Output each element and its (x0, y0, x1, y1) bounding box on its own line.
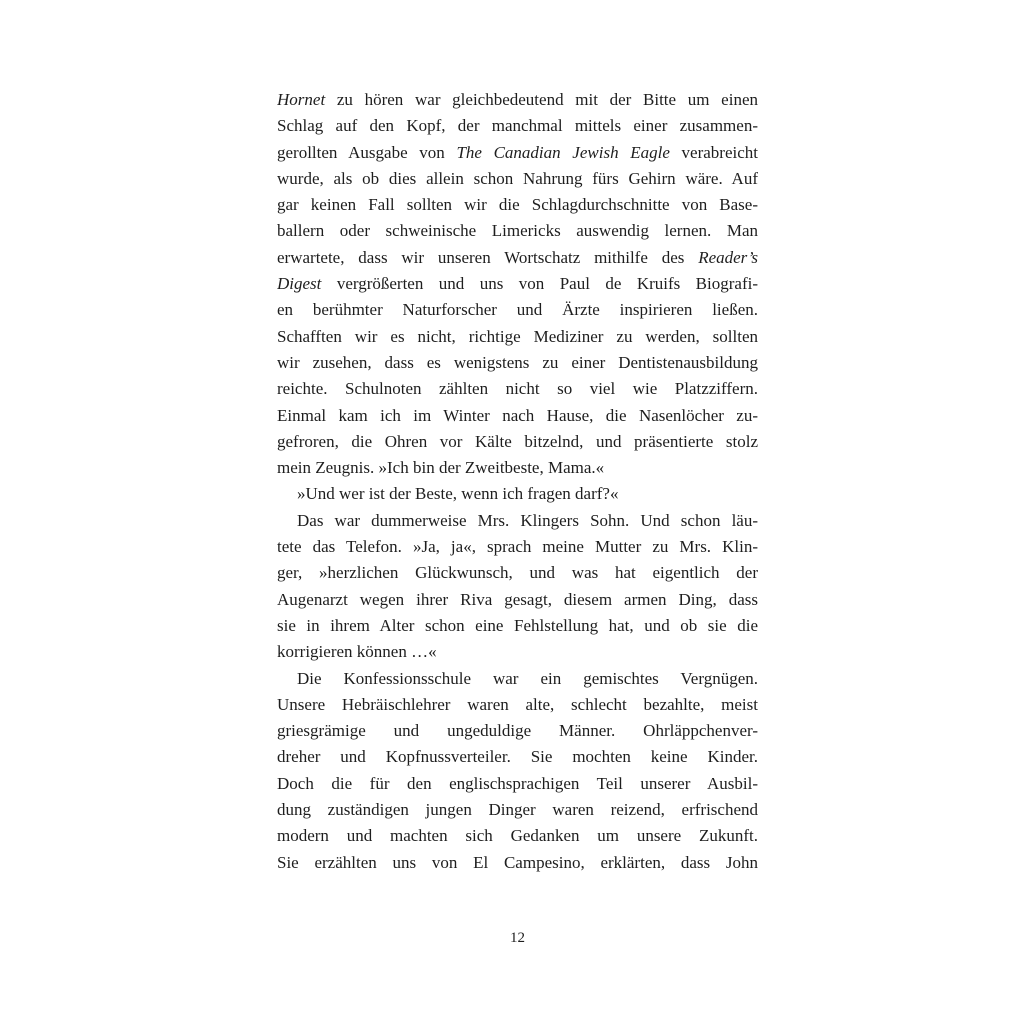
body-text: modern und machten sich Gedanken um unsere Zukunft. (277, 826, 758, 846)
text-line (277, 429, 758, 455)
body-text: Schafften wir es nicht, richtige Mediziner zu werden, sollten (277, 326, 758, 346)
text-line (277, 639, 758, 665)
italic-text: The Canadian Jewish Eagle (456, 142, 670, 162)
body-text: Unsere Hebräischlehrer waren alte, schlecht bezahlte, meist (277, 694, 758, 714)
text-line (277, 744, 758, 770)
body-text: sie in ihrem Alter schon eine Fehlstellung hat, und ob sie die (277, 615, 758, 635)
text-line (277, 455, 758, 481)
body-text: Das war dummerweise Mrs. Klingers Sohn. Und schon läu- (297, 510, 758, 530)
text-line (277, 140, 758, 166)
text-line (277, 324, 758, 350)
text-line (277, 613, 758, 639)
body-text: zu hören war gleichbedeutend mit der Bitte um einen (325, 90, 758, 109)
text-line (277, 218, 758, 244)
body-text: griesgrämige und ungeduldige Männer. Ohrläppchenver- (277, 721, 758, 741)
body-text: Einmal kam ich im Winter nach Hause, die Nasenlöcher zu- (277, 405, 758, 425)
body-text: »Und wer ist der Beste, wenn ich fragen darf?« (297, 484, 619, 504)
body-text: Sie erzählten uns von El Campesino, erklärten, dass John (277, 852, 758, 872)
body-text: gerollten Ausgabe von (277, 142, 457, 162)
body-text: wir zusehen, dass es wenigstens zu einer Dentistenausbildung (277, 352, 758, 372)
body-text: dung zuständigen jungen Dinger waren reizend, erfrischend (277, 800, 758, 820)
body-text: Schlag auf den Kopf, der manchmal mittels einer zusammen- (277, 116, 758, 136)
body-text: verabreicht (669, 142, 758, 162)
body-text: ballern oder schweinische Limericks auswendig lernen. Man (277, 221, 758, 241)
text-line (277, 771, 758, 797)
body-text: Doch die für den englischsprachigen Teil unserer Ausbil- (277, 773, 758, 793)
text-line (277, 271, 758, 297)
body-text: vergrößerten und uns von Paul de Kruifs Biografi- (321, 274, 758, 294)
text-line (277, 692, 758, 718)
text-line (277, 481, 758, 507)
body-text: en berühmter Naturforscher und Ärzte inspirieren ließen. (277, 300, 758, 320)
body-text: tete das Telefon. »Ja, ja«, sprach meine Mutter zu Mrs. Klin- (277, 537, 758, 557)
italic-text: Reader’s (698, 247, 758, 267)
italic-text: Digest (277, 274, 322, 294)
italic-text: Hornet (277, 90, 326, 109)
text-line (277, 508, 758, 534)
text-line (277, 587, 758, 613)
text-line (277, 113, 758, 139)
text-line (277, 823, 758, 849)
body-text: ger, »herzlichen Glückwunsch, und was hat eigentlich der (277, 563, 758, 583)
text-line (277, 666, 758, 692)
text-line (277, 87, 758, 113)
body-text: Die Konfessionsschule war ein gemischtes Vergnügen. (297, 668, 758, 688)
text-line (277, 350, 758, 376)
text-block (277, 87, 758, 876)
body-text: dreher und Kopfnussverteiler. Sie mochten keine Kinder. (277, 747, 758, 767)
text-line (277, 192, 758, 218)
body-text: gefroren, die Ohren vor Kälte bitzelnd, und präsentierte stolz (277, 431, 758, 451)
body-text: gar keinen Fall sollten wir die Schlagdurchschnitte von Base- (277, 195, 758, 215)
text-line (277, 403, 758, 429)
body-text: erwartete, dass wir unseren Wortschatz mithilfe des (277, 247, 699, 267)
text-line (277, 245, 758, 271)
text-line (277, 376, 758, 402)
text-line (277, 718, 758, 744)
page-number: 12 (510, 930, 525, 946)
text-line (277, 560, 758, 586)
body-text: Augenarzt wegen ihrer Riva gesagt, diesem armen Ding, dass (277, 589, 758, 609)
text-line (277, 797, 758, 823)
body-text: mein Zeugnis. »Ich bin der Zweitbeste, Mama.« (277, 458, 605, 478)
text-line (277, 850, 758, 876)
text-line (277, 166, 758, 192)
body-text: reichte. Schulnoten zählten nicht so viel wie Platzziffern. (277, 379, 758, 399)
text-line (277, 534, 758, 560)
body-text: wurde, als ob dies allein schon Nahrung fürs Gehirn wäre. Auf (277, 168, 758, 188)
body-text: korrigieren können …« (277, 642, 437, 662)
text-line (277, 297, 758, 323)
